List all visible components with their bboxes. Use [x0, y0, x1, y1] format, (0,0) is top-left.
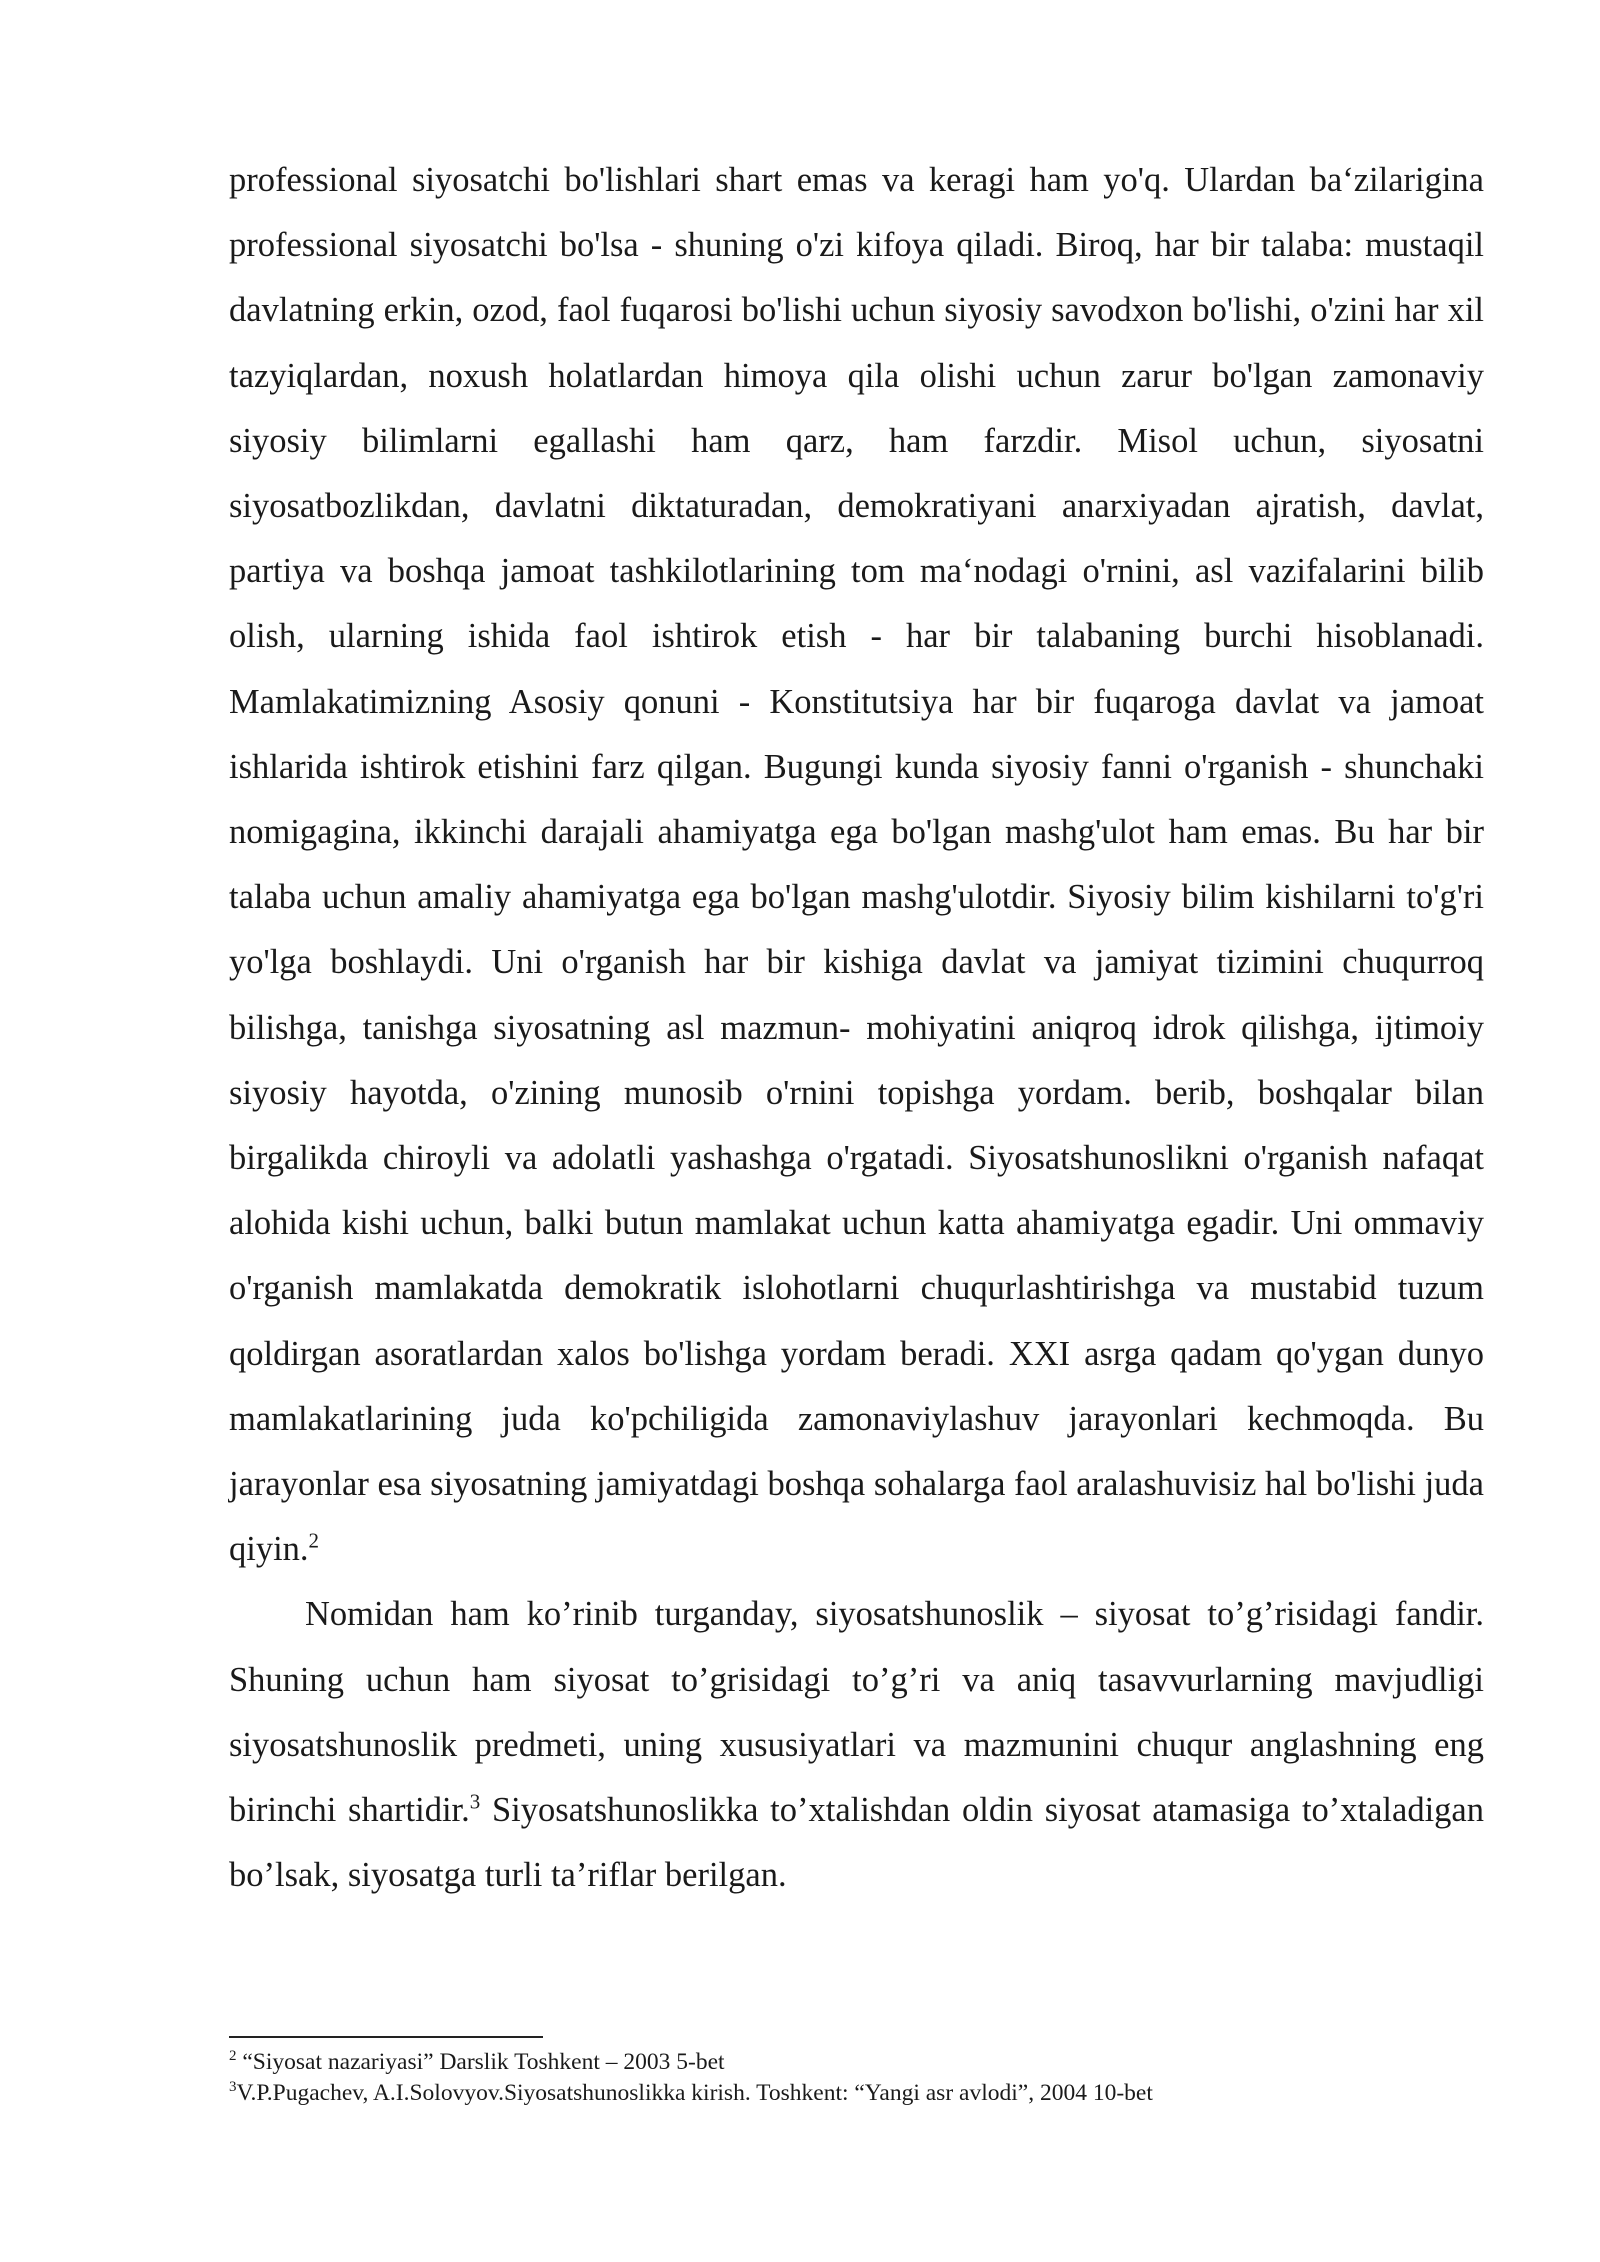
- footnotes: [229, 2047, 1484, 2109]
- footnote-separator: [229, 2036, 543, 2038]
- paragraph-2-text: Nomidan ham ko’rinib turganday, siyosatshunoslik – siyosat to’g’risidagi fandir. Shuning uchun ham siyosat to’grisidagi to’g’ri va aniq tasavvurlarning mavjudligi siyosatshunoslik predmeti, uning xususiyatlari va mazmunini chuqur anglashning eng birinchi shartidir.: [229, 1595, 1484, 1830]
- paragraph-2-tail: Siyosatshunoslikka to’xtalishdan oldin siyosat atamasiga to’xtaladigan bo’lsak, siyosatga turli ta’riflar berilgan.: [229, 1791, 1484, 1895]
- footnote-2-mark: 2: [229, 2048, 237, 2065]
- paragraph-1-text: professional siyosatchi bo'lishlari shart emas va keragi ham yo'q. Ulardan ba‘zilarigina professional siyosatchi bo'lsa - shuning o'zi kifoya qiladi. Biroq, har bir talaba: mustaqil davlatning erkin, ozod, faol fuqarosi bo'lishi uchun siyosiy savodxon bo'lishi, o'zini har xil tazyiqlardan, noxush holatlardan himoya qila olishi uchun zarur bo'lgan zamonaviy siyosiy bilimlarni egallashi ham qarz, ham farzdir. Misol uchun, siyosatni siyosatbozlikdan, davlatni diktaturadan, demokratiyani anarxiyadan ajratish, davlat, partiya va boshqa jamoat tashkilotlarining tom ma‘nodagi o'rnini, asl vazifalarini bilib olish, ularning ishida faol ishtirok etish - har bir talabaning burchi hisoblanadi. Mamlakatimizning Asosiy qonuni - Konstitutsiya har bir fuqaroga davlat va jamoat ishlarida ishtirok etishini farz qilgan. Bugungi kunda siyosiy fanni o'rganish - shunchaki nomigagina, ikkinchi darajali ahamiyatga ega bo'lgan mashg'ulot ham emas. Bu har bir talaba uchun amaliy ahamiyatga ega bo'lgan mashg'ulotdir. Siyosiy bilim kishilarni to'g'ri yo'lga boshlaydi. Uni o'rganish har bir kishiga davlat va jamiyat tizimini chuqurroq bilishga, tanishga siyosatning asl mazmun- mohiyatini aniqroq idrok qilishga, ijtimoiy siyosiy hayotda, o'zining munosib o'rnini topishga yordam. berib, boshqalar bilan birgalikda chiroyli va adolatli yashashga o'rgatadi. Siyosatshunoslikni o'rganish nafaqat alohida kishi uchun, balki butun mamlakat uchun katta ahamiyatga egadir. Uni ommaviy o'rganish mamlakatda demokratik islohotlarni chuqurlashtirishga va mustabid tuzum qoldirgan asoratlardan xalos bo'lishga yordam beradi. XXI asrga qadam qo'ygan dunyo mamlakatlarining juda ko'pchiligida zamonaviylashuv jarayonlari kechmoqda. Bu jarayonlar esa siyosatning jamiyatdagi boshqa sohalarga faol aralashuvisiz hal bo'lishi juda qiyin.: [229, 161, 1484, 1569]
- footnote-3-mark: 3: [229, 2079, 237, 2096]
- footnote-2-text: “Siyosat nazariyasi” Darslik Toshkent – 2003 5-bet: [236, 2049, 725, 2075]
- footnote-3-text: V.P.Pugachev, A.I.Solovyov.Siyosatshunoslikka kirish. Toshkent: “Yangi asr avlodi”, 2004 10-bet: [236, 2080, 1153, 2106]
- footnote-3: [229, 2078, 1484, 2109]
- paragraph-1: [229, 148, 1484, 1582]
- footnote-2: [229, 2047, 1484, 2078]
- footnote-ref-3[interactable]: 3: [469, 1789, 481, 1814]
- paragraph-2: [229, 1582, 1484, 1908]
- body-text: [229, 148, 1484, 1908]
- footnote-ref-2[interactable]: 2: [308, 1528, 320, 1553]
